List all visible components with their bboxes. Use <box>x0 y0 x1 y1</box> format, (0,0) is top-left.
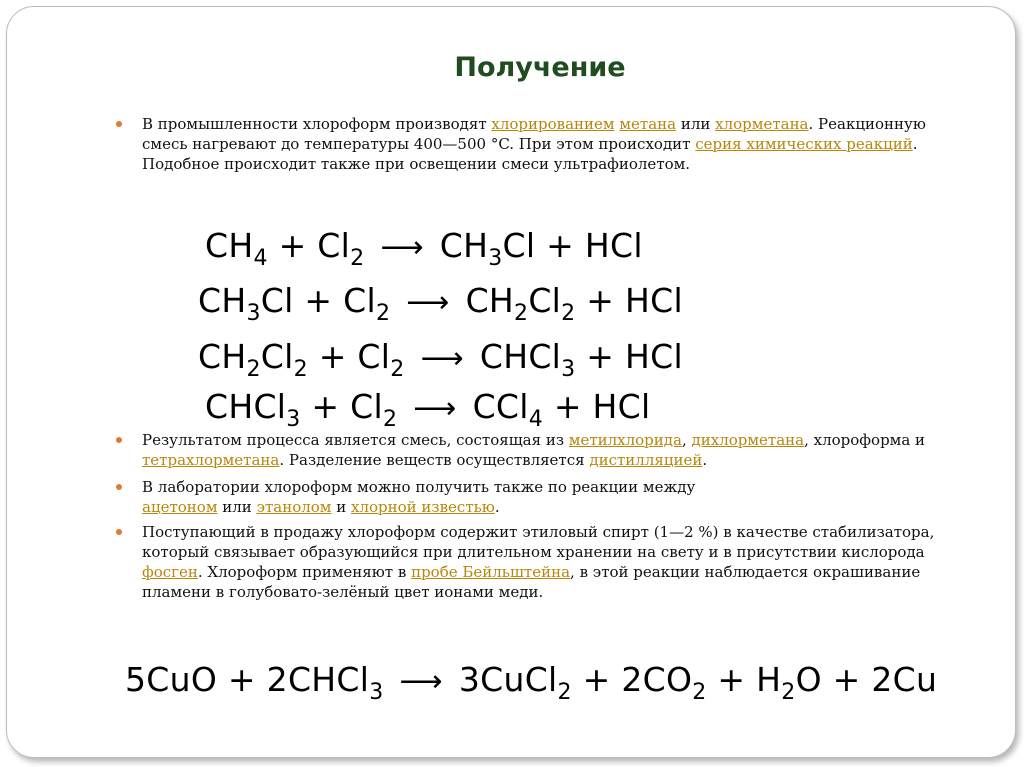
page-title: Получение <box>454 52 626 83</box>
arrow: ⟶ <box>399 664 443 699</box>
link-beilstein-test[interactable]: пробе Бейльштейна <box>411 563 571 581</box>
link-bleach[interactable]: хлорной известью <box>351 498 495 516</box>
link-methyl-chloride[interactable]: метилхлорида <box>568 431 682 449</box>
paragraph-laboratory: В лаборатории хлороформ можно получить также по реакции между ацетоном или этанолом и хлорной известью. <box>142 478 696 516</box>
link-ethanol[interactable]: этанолом <box>256 498 332 516</box>
paragraph-production <box>118 114 968 174</box>
reaction-1: $CH_4 + Cl_2$ ⟶ $CH_3Cl$ + HCl <box>205 226 643 271</box>
arrow: ⟶ <box>413 391 457 426</box>
link-dichloromethane[interactable]: дихлорметана <box>691 431 805 449</box>
link-methane[interactable]: метана <box>619 115 677 133</box>
reaction-copper: 5CuO + 2CHCl$_3$ ⟶ 3CuCl$_2$ + $2CO_2 + H_2O + 2Cu$ <box>125 660 938 705</box>
link-chemical-reactions[interactable]: серия химических реакций <box>695 135 913 153</box>
link-chlorination[interactable]: хлорированием <box>491 115 615 133</box>
arrow: ⟶ <box>420 341 464 376</box>
text: В промышленности хлороформ производят <box>142 115 492 133</box>
link-chloromethane[interactable]: хлорметана <box>715 115 809 133</box>
link-phosgene[interactable]: фосген <box>142 563 198 581</box>
link-acetone[interactable]: ацетоном <box>142 498 218 516</box>
reaction-4: CHCl$_3$ + $Cl_2$ ⟶ CCl$_4$ + HCl <box>205 387 651 432</box>
arrow: ⟶ <box>406 285 450 320</box>
text: . Подобное происходит также при освещении смеси ультрафиолетом. <box>142 135 918 173</box>
text: или <box>676 115 716 133</box>
link-distillation[interactable]: дистилляцией <box>589 451 703 469</box>
paragraph-result: Результатом процесса является смесь, состоящая из метилхлорида, дихлорметана, хлороформа и тетрахлорметана. Разделение веществ осуществляется дистилляцией. <box>142 431 926 469</box>
link-tetrachloromethane[interactable]: тетрахлорметана <box>142 451 280 469</box>
arrow: ⟶ <box>380 230 424 265</box>
reaction-3: $CH_2Cl_2 + Cl_2$ ⟶ CHCl$_3$ + HCl <box>198 337 683 382</box>
paragraph-stabilizer: Поступающий в продажу хлороформ содержит этиловый спирт (1—2 %) в качестве стабилизатора, который связывает образующийся при длительном хранении на свету и в присутствии кислорода фосген. Хлороформ применяют в пробе Бейльштейна, в этой реакции наблюдается окрашивание пламени в голубовато-зелёный цвет ионами меди. <box>142 523 935 601</box>
reaction-2: $CH_3Cl + Cl_2$ ⟶ $CH_2Cl_2$ + HCl <box>198 281 683 326</box>
text: . Реакционную смесь нагревают до температуры 400—500 °C. При этом происходит <box>142 115 926 153</box>
